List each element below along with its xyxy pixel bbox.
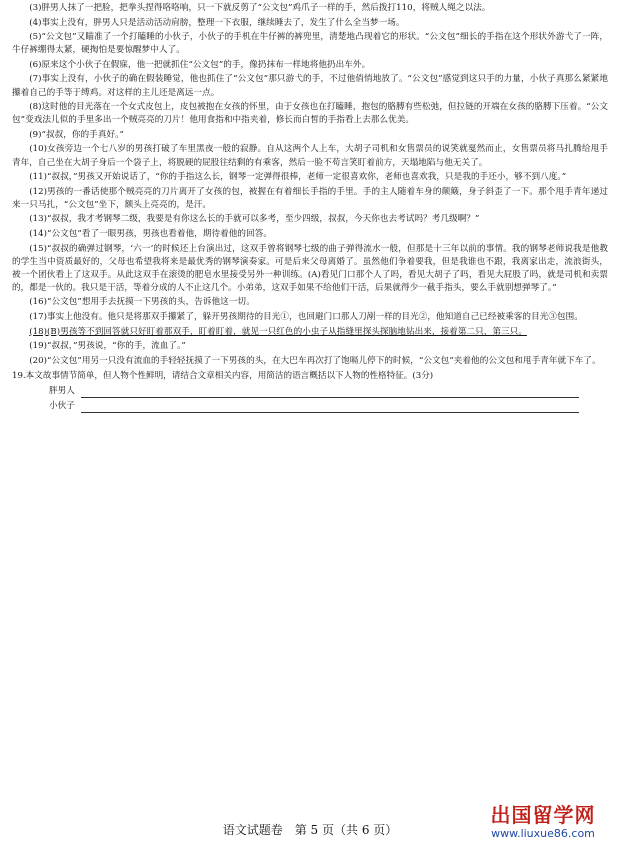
paragraph-3: (3)胖男人抹了一把脸，把拳头捏得咯咯响，只一下就反剪了“公文包”鸡爪子一样的手，然后拨打110，将贼人绳之以法。 (29, 3, 491, 13)
site-watermark (478, 803, 608, 840)
watermark-url: www.liuxue86.com (491, 827, 595, 840)
paragraph-7: (7)事实上没有，小伙子的确在假装睡觉，他也抓住了“公文包”那只游弋的手，不过他俏悄地放了。“公文包”感觉到这只手的力量，小伙子真那么紧紧地攥着自己的手等于缚鸡。对这样的主儿还是离远一点。 (12, 74, 608, 98)
paragraph-17: (17)事实上他没有。他只是将那双手攥紧了，躲开男孩期待的目光①，也回避门口那人刀剐一样的目光②，他知道自己已经被乘客的目光③包围。 (29, 312, 583, 323)
reading-passage (12, 2, 608, 368)
paragraph-11: (11)“叔叔，”男孩又开始说话了，“你的手指这么长，钢琴一定弹得很棒，老师一定很喜欢你，老师也喜欢我，只是我的手还小，够不到八度。” (29, 172, 567, 183)
answer-row-young-man (49, 398, 579, 413)
answer-line-fat-man (81, 383, 579, 398)
paragraph-4: (4)事实上没有，胖男人只是活动活动肩膀，整理一下衣服，继续睡去了，发生了什么全当梦一场。 (29, 17, 405, 28)
paragraph-6: (6)原来这个小伙子在假寐，他一把就抓住“公文包”的手，像扔抹布一样地将他扔出车外。 (29, 59, 371, 70)
answer-row-fat-man (49, 383, 579, 398)
paragraph-5: (5)“公文包”又瞄准了一个打瞌睡的小伙子，小伙子的手机在牛仔裤的裤兜里，清楚地凸现着它的形状。“公文包”细长的手指在这个形状外游弋了一阵，牛仔裤绷得太紧，硬掏怕是要惊醒梦中人了。 (12, 32, 608, 56)
watermark-logo-text: 出国留学网 (490, 803, 596, 827)
paragraph-19: (19)“叔叔，”男孩说，“你的手，流血了。” (29, 341, 186, 352)
paragraph-20: (20)“公文包”用另一只没有流血的手轻轻抚摸了一下男孩的头，在大巴车再次打了饱嗝儿停下的时候，“公文包”夹着他的公文包和甩手青年就下车了。 (29, 355, 601, 366)
page-footer: 语文试题卷 第 5 页（共 6 页） (222, 823, 398, 837)
paragraph-12: (12)男孩的一番话使那个贼亮亮的刀片离开了女孩的包，被握在有着细长手指的手里。手的主人随着车身的颠簸，身子斜歪了一下。那个甩手青年递过来一只马扎，“公文包”坐下，额头上亮亮的，是汗。 (12, 186, 608, 210)
answer-label-young-man: 小伙子 (49, 400, 75, 411)
answer-line-young-man (81, 398, 579, 413)
paragraph-16: (16)“公文包”想用手去抚摸一下男孩的头，告诉他这一切。 (29, 297, 255, 308)
paragraph-15: (15)“叔叔的确弹过钢琴，‘六一’的时候还上台演出过，这双手曾将钢琴七级的曲子弹得流水一般，但那是十三年以前的事情。我的钢琴老师说我是他教的学生当中资质最好的，父母也希望我将来是最优秀的钢琴演奏家。可是后来父母离婚了。虽然他们争着要我，但是我谁也不跟，我离家出走，流浪街头，被一个团伙看上了这双手。从此这双手在滚烫的肥皂水里接受另外一种训练。(A)看见门口那个人了吗，看见大胡子了吗，看见大屁股了吗，就是司机和卖票的，都是一伙的。我只是干活，等着分成的人不止这几个。小弟弟，这双手如果不给他们干活，后果就得少一截手指头，要么手就别想弹琴了。” (12, 243, 608, 293)
answer-label-fat-man: 胖男人 (49, 385, 75, 396)
paragraph-10: (10)女孩旁边一个七八岁的男孩打破了车里黑夜一般的寂静。自从这两个人上车，大胡子司机和女售票员的说笑就戛然而止，女售票员将马扎腾给甩手青年，自己坐在大胡子身后一个袋子上，将脱硬的屁股往结剩的有乘客，然后一脸不苟言笑盯着前方，天塌地陷与他无关了。 (12, 144, 608, 168)
paragraph-18: (18)(B)男孩等不到回答就只好盯着那双手，盯着盯着，就见一只红色的小虫子从指缝里探头探脑地钻出来，接着第二只，第三只。 (29, 326, 527, 337)
paragraph-14: (14)“公文包”看了一眼男孩，男孩也看着他，期待着他的回答。 (29, 229, 273, 239)
paragraph-8: (8)这时他的目光落在一个女式皮包上，皮包被抱在女孩的怀里，由于女孩也在打瞌睡，抱包的胳膊有些松弛，但拉链的开端在女孩的胳膊下压着。“公文包”变戏法儿似的手里多出一个贼亮亮的刀片！他用食指和中指夹着，修长而白皙的手指看上去那么优美。 (12, 102, 608, 126)
paragraph-13: (13)“叔叔，我才考钢琴二级，我要是有你这么长的手就可以多考，至少四级，叔叔，今天你也去考试吗？考几级啊？” (29, 214, 480, 225)
paragraph-9: (9)“叔叔，你的手真好。” (29, 129, 124, 140)
question-19: 19.本文故事情节简单，但人物个性鲜明，请结合文章相关内容，用简洁的语言概括以下人物的性格特征。(3分) (12, 370, 434, 381)
exam-page (12, 2, 608, 847)
